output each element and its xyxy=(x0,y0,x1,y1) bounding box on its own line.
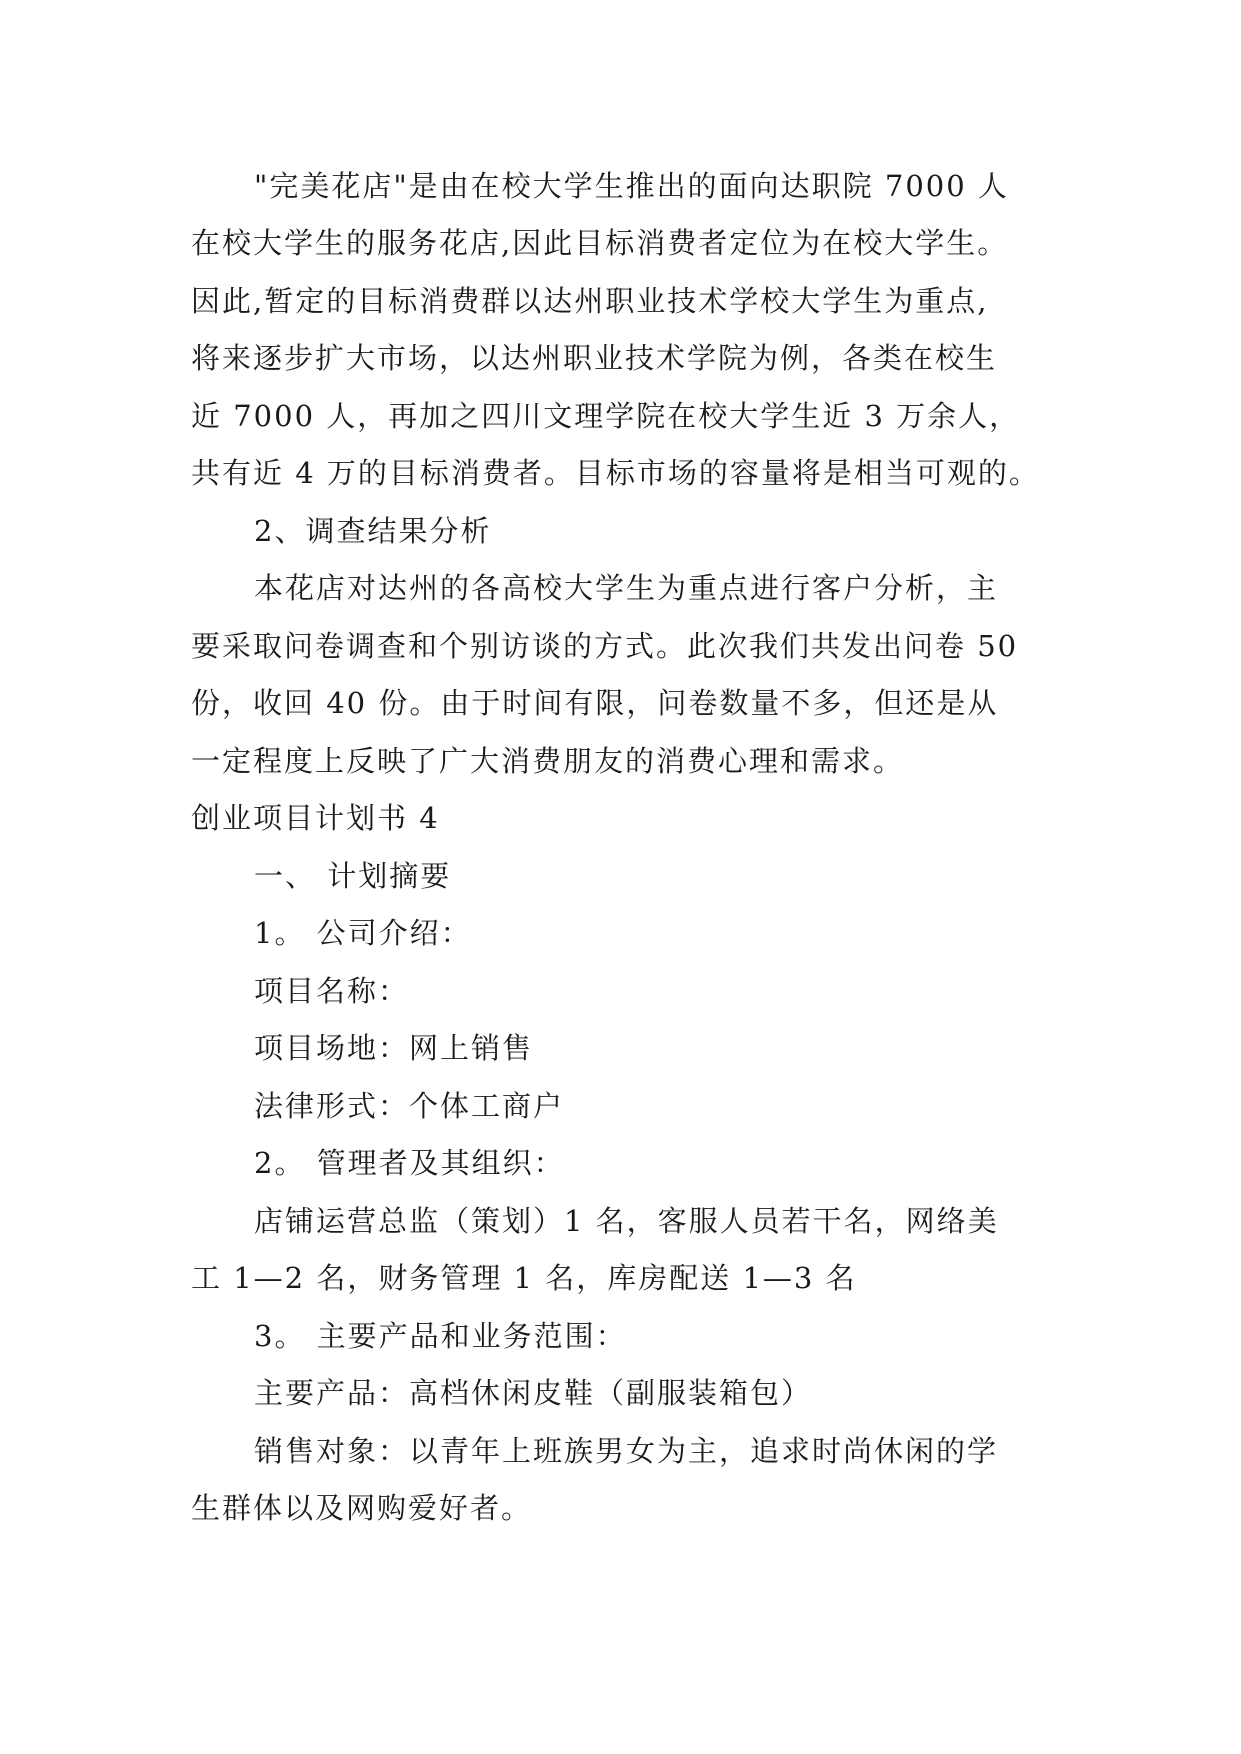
subsection-heading: 2。 管理者及其组织： xyxy=(254,1146,565,1180)
paragraph-line: 将来逐步扩大市场，以达州职业技术学院为例，各类在校生 xyxy=(191,341,998,375)
paragraph-line: 份，收回 40 份。由于时间有限，问卷数量不多，但还是从 xyxy=(191,686,999,720)
paragraph-line: 工 1—2 名，财务管理 1 名，库房配送 1—3 名 xyxy=(191,1261,857,1295)
paragraph-line: 因此,暂定的目标消费群以达州职业技术学校大学生为重点, xyxy=(191,284,989,318)
paragraph-line: 生群体以及网购爱好者。 xyxy=(191,1491,533,1525)
paragraph-line: 销售对象：以青年上班族男女为主，追求时尚休闲的学 xyxy=(254,1434,999,1468)
subsection-heading: 1。 公司介绍： xyxy=(254,916,472,950)
paragraph-line: 一定程度上反映了广大消费朋友的消费心理和需求。 xyxy=(191,744,905,778)
paragraph-line: 店铺运营总监（策划）1 名，客服人员若干名，网络美 xyxy=(254,1204,999,1238)
field-line: 项目名称： xyxy=(254,974,410,1008)
field-line: 项目场地：网上销售 xyxy=(254,1031,534,1065)
paragraph-line: 共有近 4 万的目标消费者。目标市场的容量将是相当可观的。 xyxy=(191,456,1040,490)
field-line: 法律形式：个体工商户 xyxy=(254,1089,565,1123)
paragraph-line: 近 7000 人，再加之四川文理学院在校大学生近 3 万余人， xyxy=(191,399,1021,433)
subsection-heading: 3。 主要产品和业务范围： xyxy=(254,1319,627,1353)
section-heading: 2、调查结果分析 xyxy=(254,514,492,548)
section-heading: 一、 计划摘要 xyxy=(254,859,452,893)
document-heading: 创业项目计划书 4 xyxy=(191,801,440,835)
field-line: 主要产品：高档休闲皮鞋（副服装箱包） xyxy=(254,1376,813,1410)
paragraph-line: 要采取问卷调查和个别访谈的方式。此次我们共发出问卷 50 xyxy=(191,629,1019,663)
paragraph-line: 本花店对达州的各高校大学生为重点进行客户分析，主 xyxy=(254,571,999,605)
paragraph-line: 在校大学生的服务花店,因此目标消费者定位为在校大学生。 xyxy=(191,226,1009,260)
paragraph-line: "完美花店"是由在校大学生推出的面向达职院 7000 人 xyxy=(254,169,1009,203)
